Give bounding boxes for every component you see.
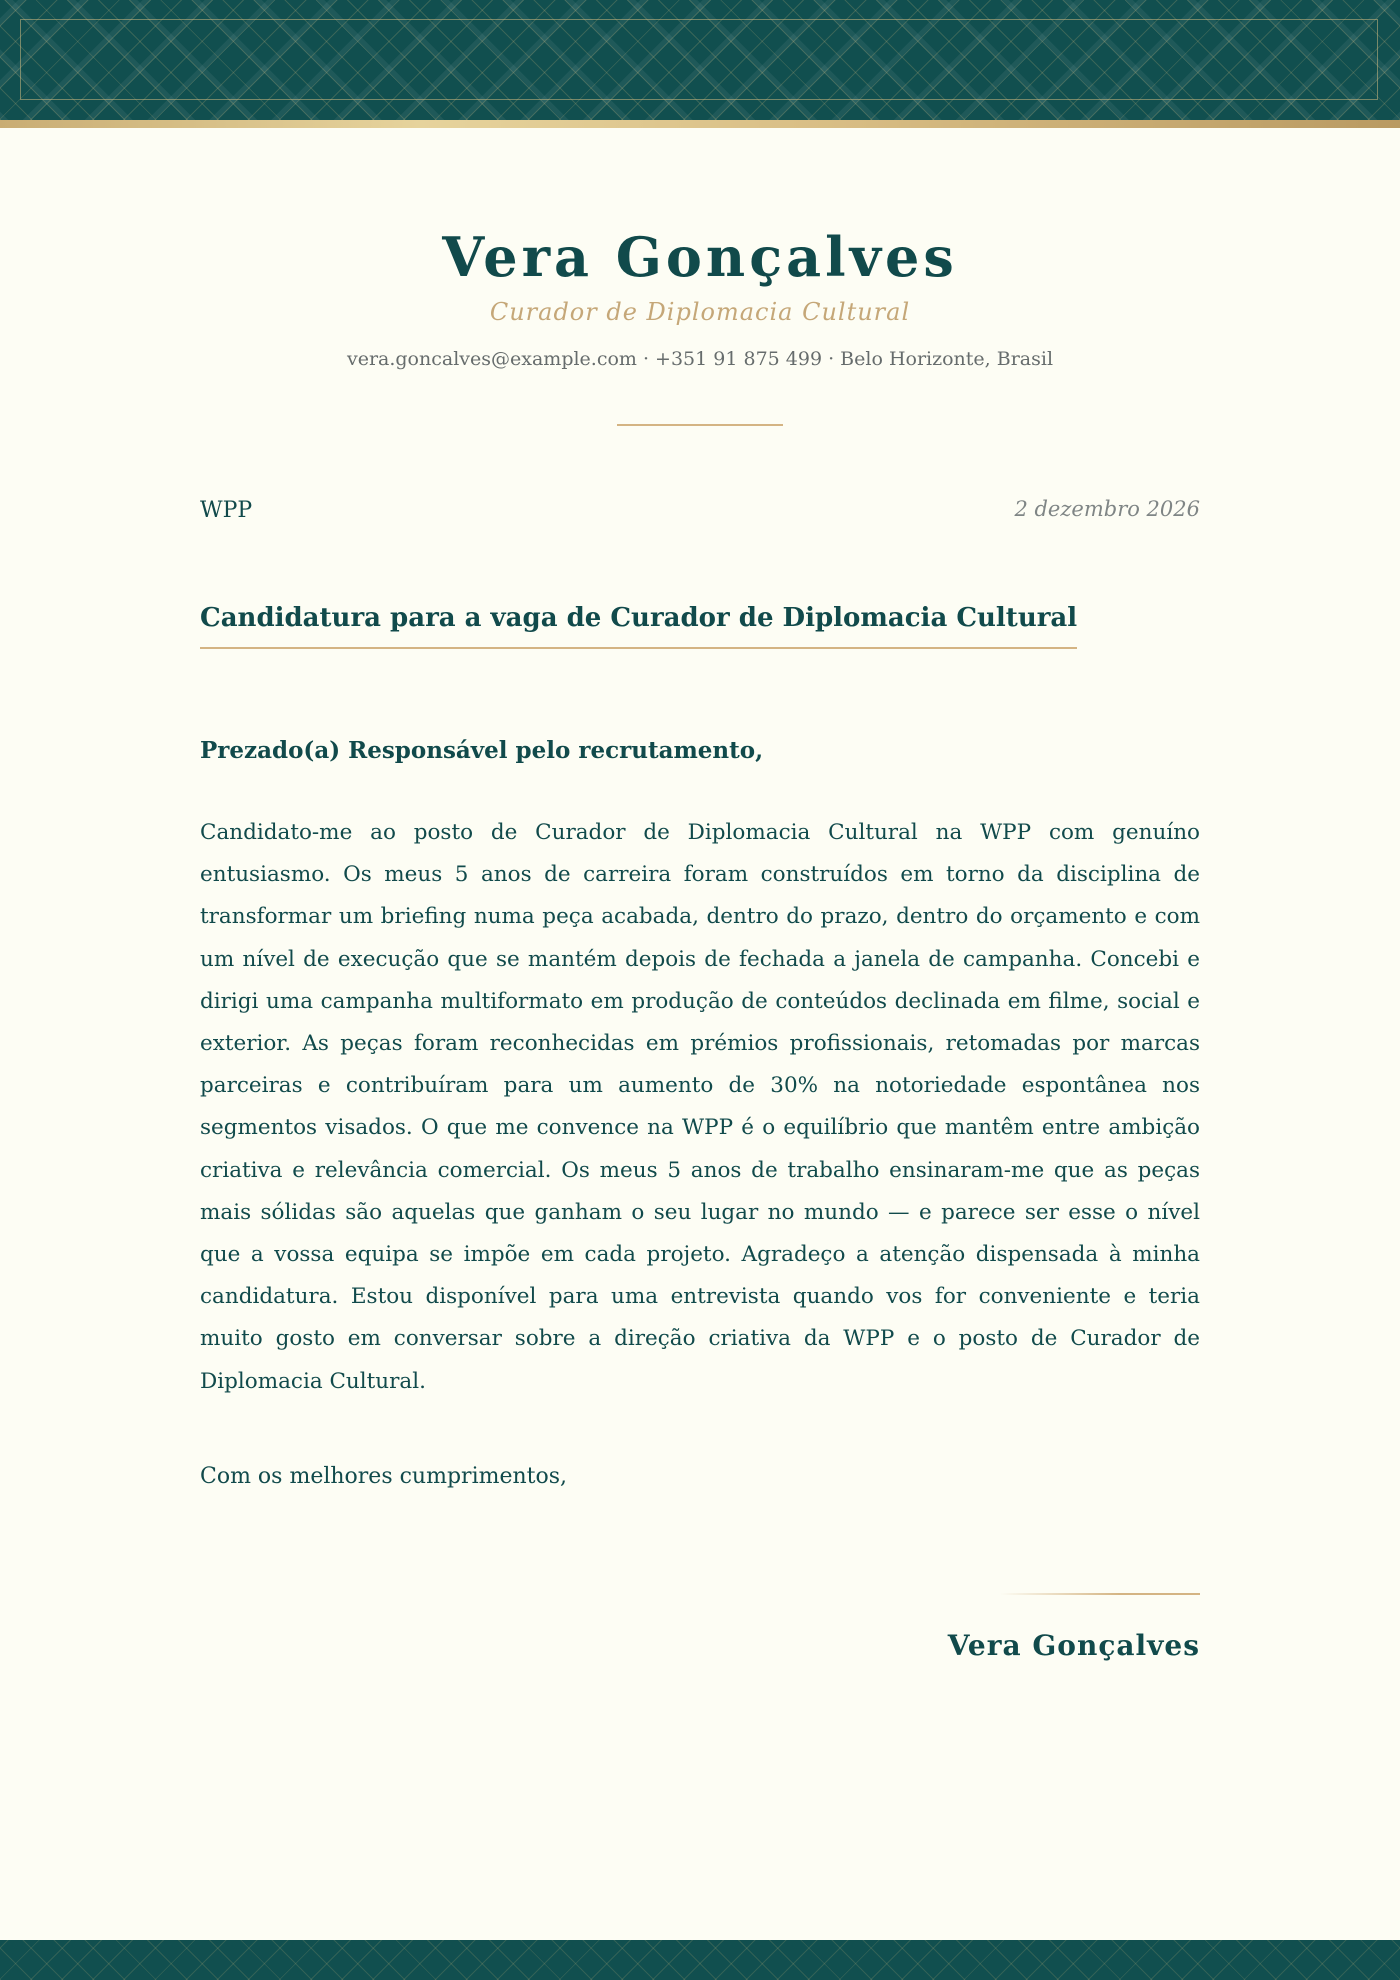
top-band-frame	[20, 19, 1378, 100]
letterhead	[0, 222, 1400, 372]
header-divider	[617, 424, 783, 426]
letter-subject: Candidatura para a vaga de Curador de Diplomacia Cultural	[200, 599, 1077, 649]
bottom-decorative-band	[0, 1940, 1400, 1980]
letter-body: Candidato-me ao posto de Curador de Diplomacia Cultural na WPP com genuíno entusiasmo. Os meus 5 anos de carreira foram construídos em torno da disciplina de transformar um briefing numa peça acabada, dentro do prazo, dentro do orçamento e com um nível de execução que se mantém depois de fechada a janela de campanha. Concebi e dirigi uma campanha multiformato em produção de conteúdos declinada em filme, social e exterior. As peças foram reconhecidas em prémios profissionais, retomadas por marcas parceiras e contribuíram para um aumento de 30% na notoriedade espontânea nos segmentos visados. O que me convence na WPP é o equilíbrio que mantêm entre ambição criativa e relevância comercial. Os meus 5 anos de trabalho ensinaram-me que as peças mais sólidas são aquelas que ganham o seu lugar no mundo — e parece ser esse o nível que a vossa equipa se impõe em cada projeto. Agradeço a atenção dispensada à minha candidatura. Estou disponível para uma entrevista quando vos for conveniente e teria muito gosto em conversar sobre a direção criativa da WPP e o posto de Curador de Diplomacia Cultural.	[200, 820, 1200, 1394]
recipient: WPP	[200, 498, 253, 523]
top-decorative-band	[0, 0, 1400, 120]
sender-contact: vera.goncalves@example.com · +351 91 875 499 · Belo Horizonte, Brasil	[346, 348, 1054, 370]
sender-name: Vera Gonçalves	[442, 225, 958, 289]
salutation: Prezado(a) Responsável pelo recrutamento,	[200, 737, 764, 764]
sender-role: Curador de Diplomacia Cultural	[489, 298, 911, 326]
closing: Com os melhores cumprimentos,	[200, 1464, 568, 1489]
signature-rule	[1000, 1593, 1200, 1595]
top-gold-rule	[0, 120, 1400, 128]
signature: Vera Gonçalves	[947, 1629, 1200, 1662]
letter-date: 2 dezembro 2026	[1014, 497, 1200, 521]
